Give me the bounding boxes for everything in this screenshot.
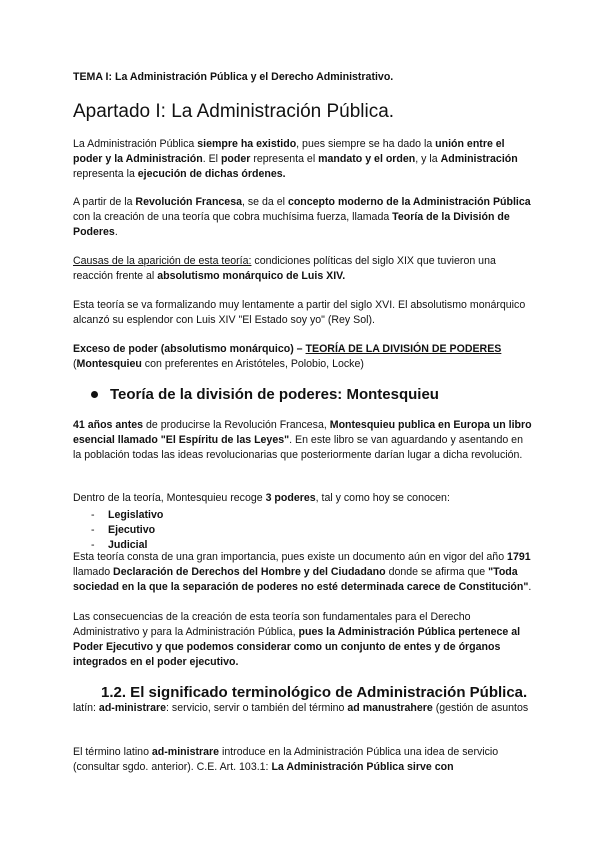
topic-title: TEMA I: La Administración Pública y el Derecho Administrativo.: [73, 71, 394, 83]
paragraph-poderes: Dentro de la teoría, Montesquieu recoge 3 poderes, tal y como hoy se conocen:: [73, 492, 450, 504]
paragraph-termino: El término latino ad-ministrare introduce en la Administración Pública una idea de servicio (consultar sgdo. anterior). C.E. Art. 103.1: La Administración Pública sirve con: [73, 746, 499, 773]
powers-list: [91, 508, 163, 553]
paragraph-montesquieu: 41 años antes de producirse la Revolución Francesa, Montesquieu publica en Europa un libro esencial llamado "El Espíritu de las Leyes". En este libro se van aguardando y asentando en la población todas las ideas revolucionarias que posteriormente darían lugar a dicha revolución.: [73, 419, 532, 461]
list-item: - Legislativo: [91, 509, 164, 521]
paragraph-intro: La Administración Pública siempre ha existido, pues siempre se ha dado la unión entre el poder y la Administración. El poder representa el mandato y el orden, y la Administración representa la ejecución de dichas órdenes.: [73, 138, 518, 180]
list-item: - Judicial: [91, 539, 148, 551]
paragraph-consecuencias: Las consecuencias de la creación de esta teoría son fundamentales para el Derecho Administrativo y para la Administración Pública, pues la Administración Pública pertenece al Poder Ejecutivo y que podemos considerar como un conjunto de entes y de órganos integrados en el poder ejecutivo.: [73, 611, 521, 668]
paragraph-absolutismo: Esta teoría se va formalizando muy lentamente a partir del siglo XVI. El absolutismo monárquico alcanzó su esplendor con Luis XIV "El Estado soy yo" (Rey Sol).: [73, 299, 526, 326]
paragraph-declaracion: Esta teoría consta de una gran importancia, pues existe un documento aún en vigor del año 1791 llamado Declaración de Derechos del Hombre y del Ciudadano donde se afirma que "Toda sociedad en la que la separación de poderes no esté determinada carece de Constitución".: [73, 551, 532, 593]
paragraph-revolucion: A partir de la Revolución Francesa, se da el concepto moderno de la Administración Pública con la creación de una teoría que cobra muchísima fuerza, llamada Teoría de la División de Poderes.: [73, 196, 531, 238]
subsection-title: 1.2. El significado terminológico de Administración Pública.: [101, 684, 528, 701]
paragraph-exceso: Exceso de poder (absolutismo monárquico) – TEORÍA DE LA DIVISIÓN DE PODERES (Montesquieu con preferentes en Aristóteles, Polobio, Locke): [73, 343, 502, 370]
paragraph-causas: Causas de la aparición de esta teoría: condiciones políticas del siglo XIX que tuvieron una reacción frente al absolutismo monárquico de Luis XIV.: [73, 255, 496, 282]
bullet-icon: [91, 391, 98, 398]
section-title: Apartado I: La Administración Pública.: [73, 101, 395, 122]
paragraph-latin: latín: ad-ministrare: servicio, servir o también del término ad manustrahere (gestión de asuntos: [73, 702, 529, 714]
bullet-heading: Teoría de la división de poderes: Montesquieu: [91, 385, 439, 405]
list-item: - Ejecutivo: [91, 524, 156, 536]
